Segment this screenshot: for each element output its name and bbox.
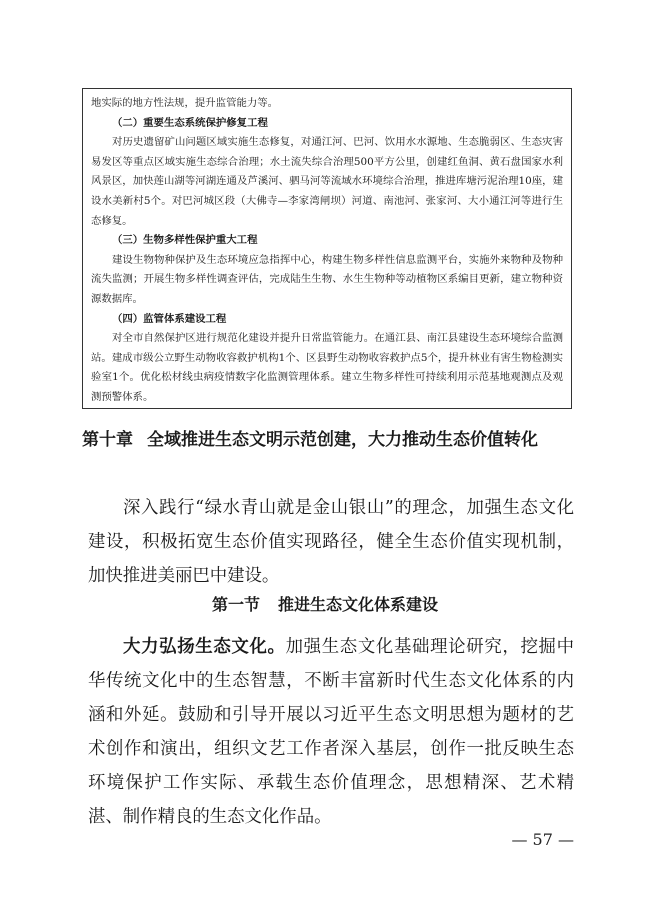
box-sub2-text: 对历史遗留矿山问题区域实施生态修复，对通江河、巴河、饮用水水源地、生态脆弱区、生态灾害易发区等重点区域实施生态综合治理；水土流失综合治理500平方公里，创建红鱼洞、黄石盘国家水利风景区，加快莲山湖等河湖连通及芦溪河、驷马河等流域水环境综合治理，推进库塘污泥治理10座，建设水美新村5个。对巴河城区段（大佛寺—李家湾闸坝）河道、南池河、张家河、大小通江河等进行生态修复。 <box>91 136 563 227</box>
culture-paragraph <box>88 630 574 834</box>
section-heading <box>0 593 650 617</box>
paragraph-text: 加强生态文化基础理论研究，挖掘中华传统文化中的生态智慧，不断丰富新时代生态文化体系的内涵和外延。鼓励和引导开展以习近平生态文明思想为题材的艺术创作和演出，组织文艺工作者深入基层，创作一批反映生态环境保护工作实际、承载生态价值理念，思想精深、艺术精湛、制作精良的生态文化作品。 <box>88 637 574 827</box>
box-sub3-title: （三）生物多样性保护重大工程 <box>112 234 258 247</box>
chapter-number: 第十章 <box>82 430 133 450</box>
paragraph-lead: 大力弘扬生态文化。 <box>123 637 286 657</box>
box-line-top: 地实际的地方性法规，提升监管能力等。 <box>91 97 279 109</box>
box-sub2-title: （二）重要生态系统保护修复工程 <box>112 116 268 129</box>
intro-paragraph: 深入践行“绿水青山就是金山银山”的理念，加强生态文化建设，积极拓宽生态价值实现路径，健全生态价值实现机制，加快推进美丽巴中建设。 <box>88 498 574 586</box>
box-sub3-text: 建设生物物种保护及生态环境应急指挥中心，构建生物多样性信息监测平台，实施外来物种及物种流失监测；开展生物多样性调查评估，完成陆生生物、水生生物种等动植物区系编目更新，建立物种资源数据库。 <box>91 253 563 305</box>
section-number: 第一节 <box>211 595 260 614</box>
box-sub4-title: （四）监管体系建设工程 <box>112 312 227 325</box>
project-box <box>82 88 572 409</box>
chapter-title: 全域推进生态文明示范创建，大力推动生态价值转化 <box>147 430 538 450</box>
page-number: — 57 — <box>511 830 574 849</box>
box-sub4-text: 对全市自然保护区进行规范化建设并提升日常监管能力。在通江县、南江县建设生态环境综合监测站。建成市级公立野生动物收容救护机构1个、区县野生动物收容救护点5个，提升林业有害生物检测实验室1个。优化松材线虫病疫情数字化监测管理体系。建立生物多样性可持续利用示范基地观测点及观测预警体系。 <box>91 332 563 403</box>
section-title: 推进生态文化体系建设 <box>278 595 439 614</box>
chapter-heading <box>82 428 582 452</box>
